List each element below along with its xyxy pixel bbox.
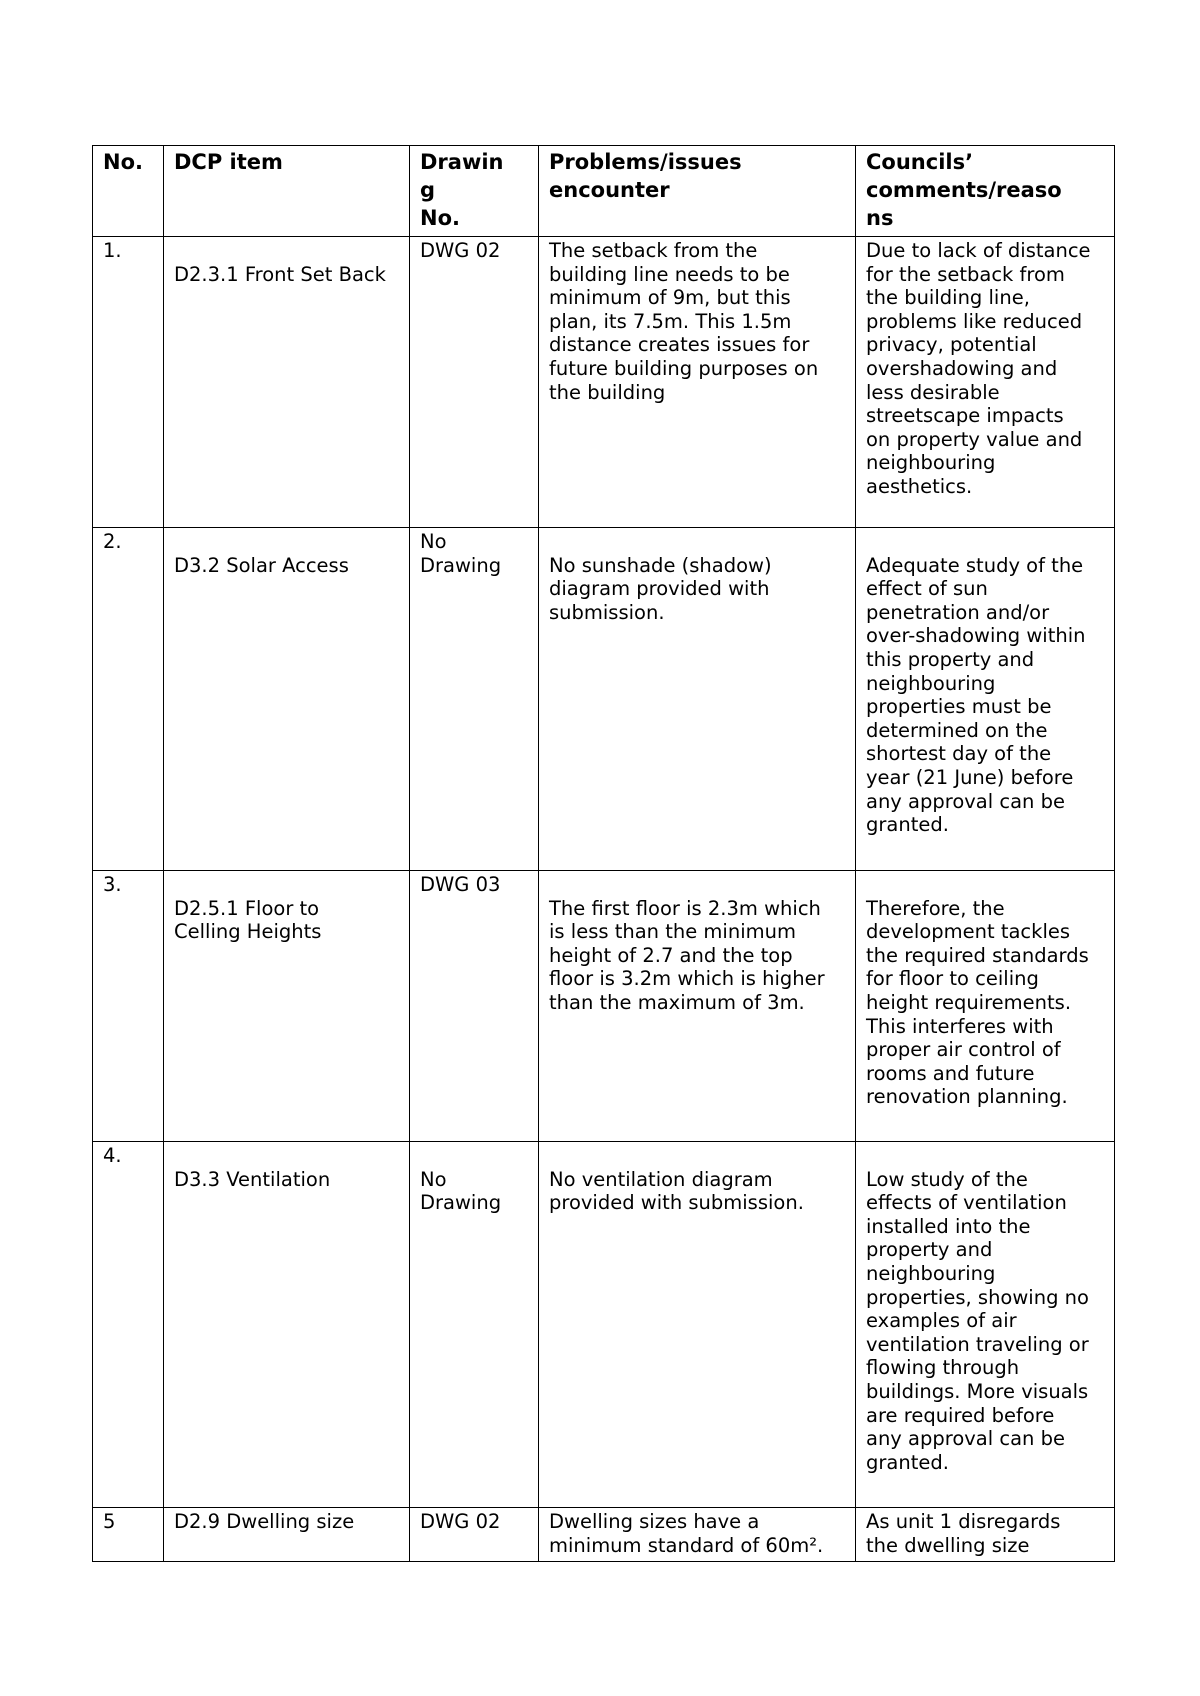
row-dcp-item: D2.9 Dwelling size	[164, 1508, 410, 1562]
row-no: 5	[93, 1508, 164, 1562]
header-comments: Councils’ comments/reaso ns	[856, 146, 1115, 237]
table-row	[93, 1508, 1115, 1562]
row-comment: Therefore, the development tackles the required standards for floor to ceiling height requirements. This interferes with proper air control of rooms and future renovation planning.	[856, 871, 1115, 1142]
table-row	[93, 237, 1115, 528]
row-no: 4.	[93, 1142, 164, 1508]
row-comment: As unit 1 disregards the dwelling size	[856, 1508, 1115, 1562]
table-row	[93, 1142, 1115, 1508]
table-row	[93, 528, 1115, 871]
row-drawing: DWG 02	[410, 1508, 539, 1562]
table-header-row	[93, 146, 1115, 237]
row-comment: Due to lack of distance for the setback from the building line, problems like reduced privacy, potential overshadowing and less desirable streetscape impacts on property value and neighbouring aesthetics.	[856, 237, 1115, 528]
header-drawing-no: Drawin g No.	[410, 146, 539, 237]
row-comment: Adequate study of the effect of sun penetration and/or over-shadowing within this property and neighbouring properties must be determined on the shortest day of the year (21 June) before any approval can be granted.	[856, 528, 1115, 871]
row-drawing: DWG 03	[410, 871, 539, 1142]
dcp-assessment-table	[92, 145, 1115, 1562]
table-row	[93, 871, 1115, 1142]
row-no: 2.	[93, 528, 164, 871]
row-drawing: DWG 02	[410, 237, 539, 528]
row-comment: Low study of the effects of ventilation installed into the property and neighbouring properties, showing no examples of air ventilation traveling or flowing through buildings. More visuals are required before any approval can be granted.	[856, 1142, 1115, 1508]
header-dcp-item: DCP item	[164, 146, 410, 237]
row-problem: The setback from the building line needs to be minimum of 9m, but this plan, its 7.5m. This 1.5m distance creates issues for future building purposes on the building	[539, 237, 856, 528]
row-dcp-item: D2.3.1 Front Set Back	[164, 237, 410, 528]
row-problem: No sunshade (shadow) diagram provided with submission.	[539, 528, 856, 871]
row-drawing: No Drawing	[410, 1142, 539, 1508]
header-no: No.	[93, 146, 164, 237]
row-problem: The first floor is 2.3m which is less than the minimum height of 2.7 and the top floor is 3.2m which is higher than the maximum of 3m.	[539, 871, 856, 1142]
header-problems: Problems/issues encounter	[539, 146, 856, 237]
row-no: 1.	[93, 237, 164, 528]
row-dcp-item: D2.5.1 Floor to Celling Heights	[164, 871, 410, 1142]
row-drawing: No Drawing	[410, 528, 539, 871]
row-problem: No ventilation diagram provided with submission.	[539, 1142, 856, 1508]
row-dcp-item: D3.3 Ventilation	[164, 1142, 410, 1508]
row-no: 3.	[93, 871, 164, 1142]
row-dcp-item: D3.2 Solar Access	[164, 528, 410, 871]
row-problem: Dwelling sizes have a minimum standard of 60m².	[539, 1508, 856, 1562]
